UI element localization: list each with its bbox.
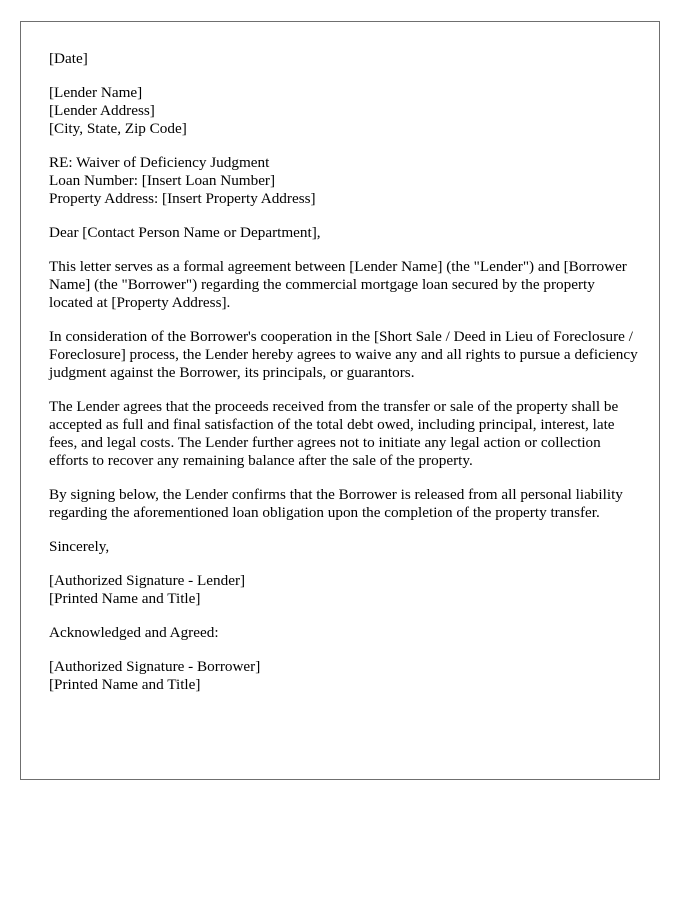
salutation-block	[49, 224, 639, 242]
acknowledgment-block	[49, 624, 639, 642]
borrower-signature-line: [Authorized Signature - Borrower]	[49, 658, 261, 675]
closing-block	[49, 538, 639, 556]
letter-page	[20, 21, 660, 780]
borrower-printed-name: [Printed Name and Title]	[49, 676, 201, 693]
borrower-signature-block	[49, 658, 639, 694]
letter-body	[49, 50, 639, 710]
lender-signature-line: [Authorized Signature - Lender]	[49, 572, 246, 589]
lender-printed-name: [Printed Name and Title]	[49, 590, 201, 607]
lender-city-state-zip: [City, State, Zip Code]	[49, 120, 187, 137]
salutation: Dear [Contact Person Name or Department],	[49, 224, 321, 241]
letter-date: [Date]	[49, 50, 88, 67]
loan-number-line: Loan Number: [Insert Loan Number]	[49, 172, 276, 189]
lender-address-block	[49, 84, 639, 138]
body-paragraph-2	[49, 328, 639, 382]
paragraph-text: By signing below, the Lender confirms that the Borrower is released from all personal liability regarding the aforementioned loan obligation upon the completion of the property transfer.	[49, 486, 623, 521]
paragraph-text: This letter serves as a formal agreement between [Lender Name] (the "Lender") and [Borrower Name] (the "Borrower") regarding the commercial mortgage loan secured by the property located at [Property Address].	[49, 258, 627, 311]
body-paragraph-4	[49, 486, 639, 522]
lender-name: [Lender Name]	[49, 84, 143, 101]
acknowledgment: Acknowledged and Agreed:	[49, 624, 219, 641]
body-paragraph-3	[49, 398, 639, 470]
lender-address: [Lender Address]	[49, 102, 155, 119]
paragraph-text: The Lender agrees that the proceeds received from the transfer or sale of the property shall be accepted as full and final satisfaction of the total debt owed, including principal, interest, late fees, and legal costs. The Lender further agrees not to initiate any legal action or collection efforts to recover any remaining balance after the sale of the property.	[49, 398, 619, 469]
property-address-line: Property Address: [Insert Property Address]	[49, 190, 316, 207]
closing: Sincerely,	[49, 538, 110, 555]
body-paragraph-1	[49, 258, 639, 312]
paragraph-text: In consideration of the Borrower's cooperation in the [Short Sale / Deed in Lieu of Foreclosure / Foreclosure] process, the Lender hereby agrees to waive any and all rights to pursue a deficiency judgment against the Borrower, its principals, or guarantors.	[49, 328, 638, 381]
lender-signature-block	[49, 572, 639, 608]
date-block	[49, 50, 639, 68]
reference-block	[49, 154, 639, 208]
re-line: RE: Waiver of Deficiency Judgment	[49, 154, 270, 171]
